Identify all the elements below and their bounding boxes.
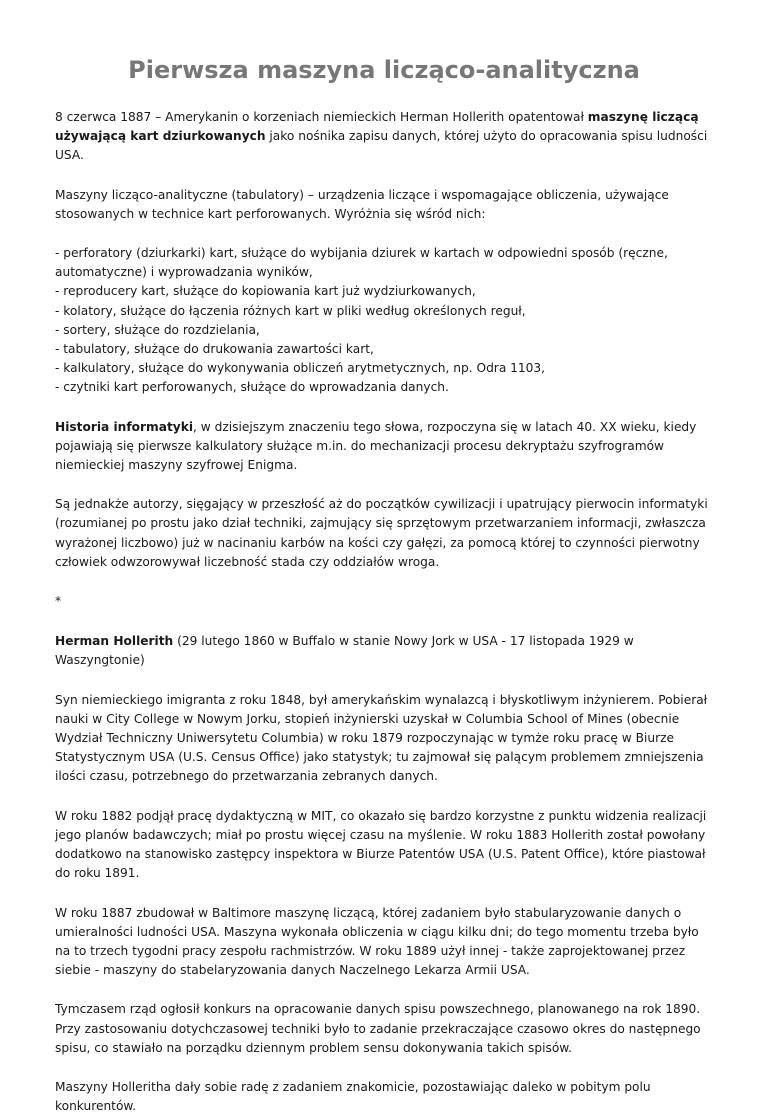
intro-paragraph <box>55 108 713 166</box>
list-item: - perforatory (dziurkarki) kart, służące do wybijania dziurek w kartach w odpowiedni sposób (ręczne, automatyczne) i wyprowadzania wyników, <box>55 246 668 280</box>
history-bold-phrase: Historia informatyki <box>55 419 194 434</box>
list-item: - tabulatory, służące do drukowania zawartości kart, <box>55 342 374 357</box>
authors-paragraph: Są jednakże autorzy, sięgający w przeszłość aż do początków cywilizacji i upatrujący pierwocin informatyki (rozumianej po prostu jako dział techniki, zajmujący się sprzętowym przetwarzaniem informacji, zwłaszcza wyrażonej liczbowo) już w nacinaniu karbów na kości czy gałęzi, za pomocą której to czynności pierwotny człowiek odwzorowywał liczebność stada czy oddziałów wroga. <box>55 497 708 569</box>
intro-text-before: 8 czerwca 1887 – Amerykanin o korzeniach niemieckich Herman Hollerith opatentował <box>55 110 588 124</box>
list-item: - sortery, służące do rozdzielania, <box>55 322 260 337</box>
census-paragraph: Tymczasem rząd ogłosił konkurs na opracowanie danych spisu powszechnego, planowanego na rok 1890. Przy zastosowaniu dotychczasowej techniki było to zadanie przekraczające czasowo okres do następnego spisu, co stawiało na porządku dziennym problem sensu dokonywania takich spisów. <box>55 1002 701 1055</box>
baltimore-paragraph: W roku 1887 zbudował w Baltimore maszynę liczącą, której zadaniem było stabularyzowanie danych o umieralności ludności USA. Maszyna wykonała obliczenia w ciągu kilku dni; do tego momentu trzeba było na to trzech tygodni pracy zespołu rachmistrzów. W roku 1889 użył innej - także zaprojektowanej przez siebie - maszyny do stabelaryzowania danych Naczelnego Lekarza Armii USA. <box>55 905 699 978</box>
mit-paragraph: W roku 1882 podjął pracę dydaktyczną w MIT, co okazało się bardzo korzystne z punktu widzenia realizacji jego planów badawczych; miał po prostu więcej czasu na myślenie. W roku 1883 Hollerith został powołany dodatkowo na stanowisko zastępcy inspektora w Biurze Patentów USA (U.S. Patent Office), które piastował do roku 1891. <box>55 808 707 881</box>
history-paragraph <box>55 418 713 476</box>
intro-bold-phrase: maszynę liczącą używającą kart dziurkowanych <box>55 110 699 144</box>
list-item: - czytniki kart perforowanych, służące do wprowadzania danych. <box>55 380 449 395</box>
section-separator: * <box>55 594 62 609</box>
page-title: Pierwsza maszyna licząco-analityczna <box>128 56 640 84</box>
hollerith-name: Herman Hollerith <box>55 634 174 649</box>
history-text: , w dzisiejszym znaczeniu tego słowa, rozpoczyna się w latach 40. XX wieku, kiedy pojawiają się pierwsze kalkulatory służące m.in. do mechanizacji procesu dekryptażu szyfrogramów niemieckiej maszyny szyfrowej Enigma. <box>55 419 697 473</box>
machine-types-list <box>55 244 713 398</box>
list-item: - kolatory, służące do łączenia różnych kart w pliki według określonych reguł, <box>55 303 526 318</box>
tabulators-paragraph: Maszyny licząco-analityczne (tabulatory) – urządzenia liczące i wspomagające obliczenia, używające stosowanych w technice kart perforowanych. Wyróżnia się wśród nich: <box>55 187 669 221</box>
list-item: - reproducery kart, służące do kopiowania kart już wydziurkowanych, <box>55 284 476 299</box>
list-item: - kalkulatory, służące do wykonywania obliczeń arytmetycznych, np. Odra 1103, <box>55 361 546 376</box>
hollerith-dates: (29 lutego 1860 w Buffalo w stanie Nowy Jork w USA - 17 listopada 1929 w Waszyngtonie) <box>55 634 634 668</box>
hollerith-heading <box>55 632 713 670</box>
intro-text-after: jako nośnika zapisu danych, której użyto do opracowania spisu ludności USA. <box>55 129 708 163</box>
bio-paragraph: Syn niemieckiego imigranta z roku 1848, był amerykańskim wynalazcą i błyskotliwym inżynierem. Pobierał nauki w City College w Nowym Jorku, stopień inżynierski uzyskał w Columbia School of Mines (obecnie Wydział Techniczny Uniwersytetu Columbia) w roku 1879 rozpoczynając w tymże roku pracę w Biurze Statystycznym USA (U.S. Census Office) jako statystyk; tu zajmował się palącym problemem zmniejszenia ilości czasu, potrzebnego do przetwarzania zebranych danych. <box>55 692 708 784</box>
final-paragraph: Maszyny Holleritha dały sobie radę z zadaniem znakomicie, pozostawiając daleko w pobitym polu konkurentów. <box>55 1079 651 1114</box>
